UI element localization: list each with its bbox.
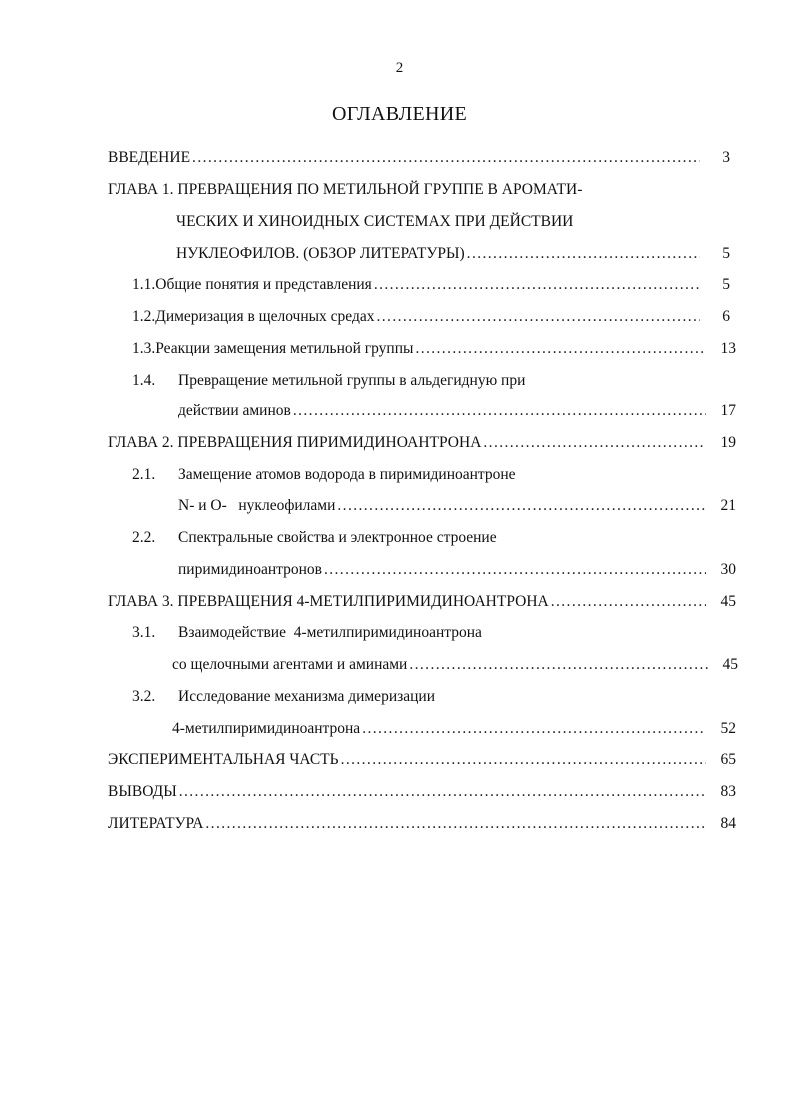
toc-leader-dots xyxy=(337,495,706,517)
toc-entry-3-2[interactable] xyxy=(172,718,736,740)
toc-page-number: 45 xyxy=(722,656,738,673)
toc-entry-chapter-3[interactable] xyxy=(108,591,736,613)
toc-entry-text: 4-метилпиримидиноантрона xyxy=(172,720,361,737)
toc-section-number: 1.3. xyxy=(132,340,156,357)
toc-leader-dots xyxy=(483,432,706,454)
toc-page-number: 5 xyxy=(722,245,730,262)
toc-section-number: 1.4. xyxy=(132,372,156,389)
toc-page-number: 65 xyxy=(720,751,736,768)
toc-section-number: 1.1. xyxy=(132,276,156,293)
toc-entry-text: действии аминов xyxy=(178,402,291,419)
toc-entry-text: ГЛАВА 3. ПРЕВРАЩЕНИЯ 4-МЕТИЛПИРИМИДИНОАНТРОНА xyxy=(108,593,549,610)
toc-section-number: 3.2. xyxy=(132,688,156,705)
toc-leader-dots xyxy=(192,147,700,169)
toc-entry-text: НУКЛЕОФИЛОВ. (ОБЗОР ЛИТЕРАТУРЫ) xyxy=(176,245,465,262)
toc-entry-2-1[interactable] xyxy=(178,495,736,517)
toc-entry-chapter-1-line1[interactable]: ГЛАВА 1. ПРЕВРАЩЕНИЯ ПО МЕТИЛЬНОЙ ГРУППЕ В АРОМАТИ- xyxy=(108,181,583,198)
toc-section-number: 1.2. xyxy=(132,308,156,325)
toc-entry-2-2[interactable] xyxy=(178,559,736,581)
toc-entry-1-4-line1[interactable] xyxy=(132,370,525,392)
toc-entry-intro[interactable] xyxy=(108,147,730,169)
toc-entry-conclusions[interactable] xyxy=(108,781,736,803)
toc-entry-text: ГЛАВА 2. ПРЕВРАЩЕНИЯ ПИРИМИДИНОАНТРОНА xyxy=(108,434,482,451)
toc-entry-2-1-line1[interactable] xyxy=(132,464,516,486)
toc-leader-dots xyxy=(467,243,700,265)
toc-page-number: 6 xyxy=(722,308,730,325)
toc-page-number: 83 xyxy=(720,783,736,800)
toc-leader-dots xyxy=(374,274,700,296)
toc-section-number: 2.1. xyxy=(132,466,156,483)
toc-entry-text: Спектральные свойства и электронное строение xyxy=(178,529,497,546)
toc-leader-dots xyxy=(551,591,706,613)
toc-entry-chapter-2[interactable] xyxy=(108,432,736,454)
toc-section-number: 2.2. xyxy=(132,529,156,546)
toc-leader-dots xyxy=(179,781,706,803)
toc-leader-dots xyxy=(409,654,708,676)
toc-entry-experimental[interactable] xyxy=(108,749,736,771)
page-number: 2 xyxy=(395,60,404,76)
toc-leader-dots xyxy=(341,749,706,771)
toc-entry-text: N- и О- нуклеофилами xyxy=(178,497,336,514)
toc-entry-text: ЭКСПЕРИМЕНТАЛЬНАЯ ЧАСТЬ xyxy=(108,751,339,768)
toc-entry-text: Реакции замещения метильной группы xyxy=(155,340,414,357)
toc-entry-text: Взаимодействие 4-метилпиримидиноантрона xyxy=(178,624,482,641)
toc-leader-dots xyxy=(377,306,701,328)
toc-entry-chapter-1-line2[interactable]: ЧЕСКИХ И ХИНОИДНЫХ СИСТЕМАХ ПРИ ДЕЙСТВИИ xyxy=(176,213,574,230)
toc-page-number: 84 xyxy=(720,815,736,832)
toc-page-number: 30 xyxy=(720,561,736,578)
toc-page-number: 45 xyxy=(720,593,736,610)
toc-page-number: 19 xyxy=(720,434,736,451)
toc-leader-dots xyxy=(293,400,706,422)
toc-page-number: 17 xyxy=(720,402,736,419)
toc-entry-text: Превращение метильной группы в альдегидную при xyxy=(178,372,526,389)
toc-entry-text: Исследование механизма димеризации xyxy=(178,688,435,705)
toc-page-number: 52 xyxy=(720,720,736,737)
toc-entry-1-3[interactable] xyxy=(132,338,736,360)
toc-entry-literature[interactable] xyxy=(108,813,736,835)
toc-entry-text: со щелочными агентами и аминами xyxy=(172,656,408,673)
toc-entry-1-4[interactable] xyxy=(178,400,736,422)
toc-leader-dots xyxy=(205,813,706,835)
toc-page-number: 13 xyxy=(720,340,736,357)
toc-entry-3-1-line1[interactable] xyxy=(132,622,482,644)
toc-entry-text: ВВЕДЕНИЕ xyxy=(108,149,191,166)
toc-section-number: 3.1. xyxy=(132,624,156,641)
page-title: ОГЛАВЛЕНИЕ xyxy=(332,103,467,125)
toc-entry-text: Замещение атомов водорода в пиримидиноантроне xyxy=(178,466,516,483)
toc-entry-text: Общие понятия и представления xyxy=(155,276,372,293)
toc-entry-text: пиримидиноантронов xyxy=(178,561,322,578)
toc-leader-dots xyxy=(362,718,706,740)
toc-entry-1-2[interactable] xyxy=(132,306,730,328)
toc-entry-text: ЛИТЕРАТУРА xyxy=(108,815,204,832)
toc-entry-text: ВЫВОДЫ xyxy=(108,783,177,800)
toc-entry-1-1[interactable] xyxy=(132,274,730,296)
toc-entry-2-2-line1[interactable] xyxy=(132,527,497,549)
toc-page-number: 3 xyxy=(722,149,730,166)
toc-entry-3-1[interactable] xyxy=(172,654,738,676)
toc-page-number: 5 xyxy=(722,276,730,293)
toc-entry-chapter-1[interactable] xyxy=(176,243,730,265)
toc-entry-text: Димеризация в щелочных средах xyxy=(155,308,375,325)
toc-leader-dots xyxy=(415,338,706,360)
toc-page-number: 21 xyxy=(720,497,736,514)
toc-entry-3-2-line1[interactable] xyxy=(132,686,435,708)
toc-leader-dots xyxy=(324,559,706,581)
